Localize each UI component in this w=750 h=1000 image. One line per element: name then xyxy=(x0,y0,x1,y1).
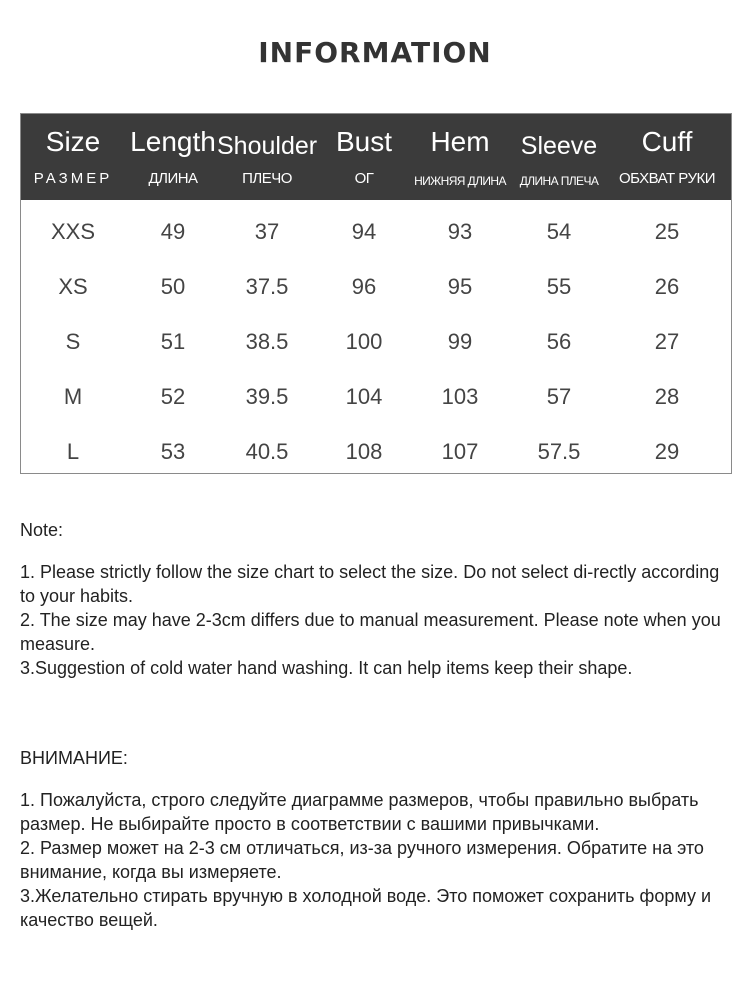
table-row xyxy=(21,314,731,369)
cell-size: S xyxy=(65,329,81,354)
note-ru-item: 3.Желательно стирать вручную в холодной воде. Это поможет сохранить форму и качество вещей. xyxy=(20,886,712,930)
cell-length: 51 xyxy=(160,329,186,354)
cell-hem: 103 xyxy=(441,384,479,409)
table-row xyxy=(21,204,731,259)
cell-size: L xyxy=(66,439,80,464)
size-table xyxy=(20,113,732,474)
note-en-item: 3.Suggestion of cold water hand washing. It can help items keep their shape. xyxy=(20,658,633,678)
page-title: INFORMATION xyxy=(258,36,492,69)
cell-length: 50 xyxy=(160,274,186,299)
note-ru-item: 1. Пожалуйста, строго следуйте диаграмме размеров, чтобы правильно выбрать размер. Не выбирайте просто в соответствии с вашими привычками. xyxy=(20,790,699,834)
header-sleeve-ru: ДЛИНА ПЛЕЧА xyxy=(519,174,599,188)
header-sleeve xyxy=(509,114,609,200)
header-hem-ru: НИЖНЯЯ ДЛИНА xyxy=(414,174,506,188)
header-bust-ru: ОГ xyxy=(354,170,374,187)
cell-bust: 96 xyxy=(351,274,377,299)
cell-hem: 99 xyxy=(447,329,473,354)
cell-hem: 95 xyxy=(447,274,473,299)
cell-sleeve: 57 xyxy=(546,384,572,409)
cell-sleeve: 56 xyxy=(546,329,572,354)
cell-bust: 94 xyxy=(351,219,377,244)
cell-sleeve: 57.5 xyxy=(537,439,581,464)
table-row xyxy=(21,424,731,479)
header-length-ru: ДЛИНА xyxy=(148,170,198,187)
note-en-heading: Note: xyxy=(20,520,64,540)
cell-shoulder: 40.5 xyxy=(245,439,289,464)
header-length-en: Length xyxy=(130,126,216,157)
header-hem-en: Hem xyxy=(430,126,490,157)
header-cuff-ru: ОБХВАТ РУКИ xyxy=(618,170,716,187)
cell-size: M xyxy=(63,384,83,409)
cell-size: XS xyxy=(58,274,88,299)
header-bust-en: Bust xyxy=(335,126,393,157)
cell-bust: 104 xyxy=(345,384,383,409)
header-length xyxy=(123,114,223,200)
cell-cuff: 28 xyxy=(654,384,680,409)
note-en-item: 2. The size may have 2-3cm differs due to manual measurement. Please note when you measure. xyxy=(20,610,721,654)
cell-bust: 108 xyxy=(345,439,383,464)
note-ru-section xyxy=(20,746,730,932)
cell-length: 49 xyxy=(160,219,186,244)
header-cuff xyxy=(605,114,729,200)
header-cuff-en: Cuff xyxy=(641,126,693,157)
header-size-en: Size xyxy=(45,126,101,157)
note-en-section xyxy=(20,518,730,680)
cell-hem: 107 xyxy=(441,439,479,464)
cell-cuff: 29 xyxy=(654,439,680,464)
cell-size: XXS xyxy=(50,219,96,244)
cell-sleeve: 55 xyxy=(546,274,572,299)
header-shoulder xyxy=(217,114,317,200)
header-shoulder-en: Shoulder xyxy=(217,132,318,160)
cell-shoulder: 38.5 xyxy=(245,329,289,354)
cell-length: 52 xyxy=(160,384,186,409)
table-row xyxy=(21,259,731,314)
cell-shoulder: 39.5 xyxy=(245,384,289,409)
cell-length: 53 xyxy=(160,439,186,464)
header-sleeve-en: Sleeve xyxy=(520,132,598,160)
cell-cuff: 27 xyxy=(654,329,680,354)
cell-bust: 100 xyxy=(345,329,383,354)
header-hem xyxy=(409,114,511,200)
note-en-item: 1. Please strictly follow the size chart to select the size. Do not select di-rectly according to your habits. xyxy=(20,562,720,606)
cell-shoulder: 37.5 xyxy=(245,274,289,299)
note-ru-heading: ВНИМАНИЕ: xyxy=(20,748,128,768)
cell-shoulder: 37 xyxy=(254,219,280,244)
table-header xyxy=(21,114,731,200)
cell-cuff: 26 xyxy=(654,274,680,299)
header-size xyxy=(23,114,123,200)
note-ru-item: 2. Размер может на 2-3 см отличаться, из-за ручного измерения. Обратите на это внимание, когда вы измеряете. xyxy=(20,838,704,882)
header-bust xyxy=(316,114,412,200)
cell-cuff: 25 xyxy=(654,219,680,244)
table-row xyxy=(21,369,731,424)
header-shoulder-ru: ПЛЕЧО xyxy=(242,170,292,187)
cell-sleeve: 54 xyxy=(546,219,572,244)
header-size-ru: РАЗМЕР xyxy=(33,170,113,187)
cell-hem: 93 xyxy=(447,219,473,244)
